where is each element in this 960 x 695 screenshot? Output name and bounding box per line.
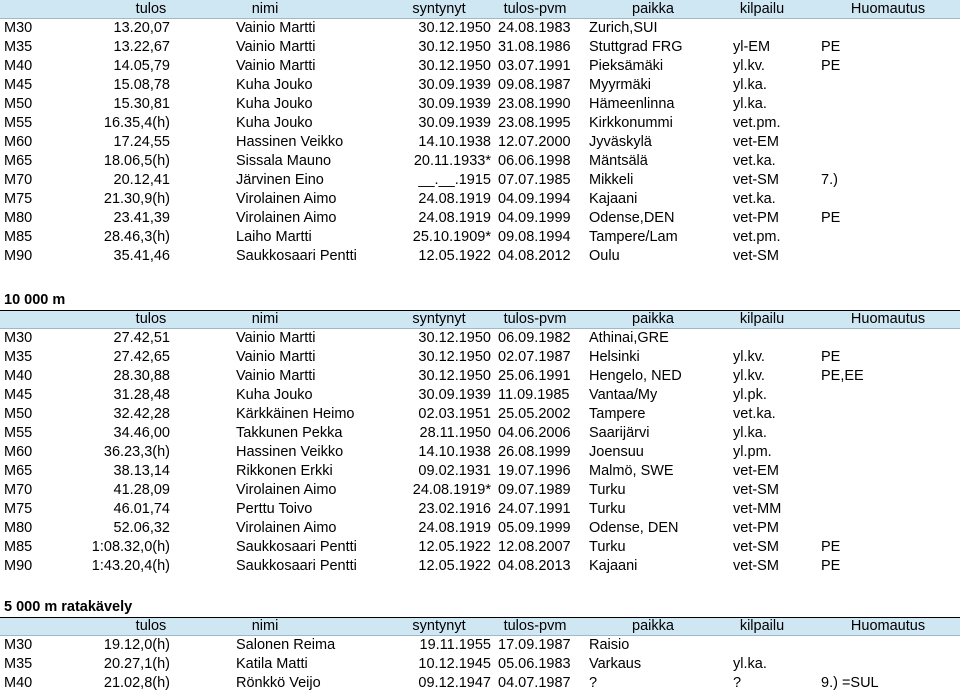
header-tulos: tulos (135, 311, 167, 327)
result-cell: 31.28,48 (113, 387, 170, 403)
class-cell: M45 (4, 77, 33, 93)
name-cell: Rönkkö Veijo (236, 675, 321, 691)
result-cell: 17.24,55 (113, 134, 170, 150)
name-cell: Saukkosaari Pentti (236, 539, 357, 555)
note-cell: PE (821, 210, 841, 226)
table-row (0, 367, 960, 386)
competition-cell: vet.pm. (733, 115, 781, 131)
result-date-cell: 24.07.1991 (498, 501, 571, 517)
class-cell: M35 (4, 656, 33, 672)
place-cell: Zurich,SUI (589, 20, 658, 36)
result-date-cell: 11.09.1985 (498, 387, 570, 403)
place-cell: Athinai,GRE (589, 330, 669, 346)
result-cell: 34.46,00 (113, 425, 170, 441)
name-cell: Virolainen Aimo (236, 482, 337, 498)
place-cell: Pieksämäki (589, 58, 664, 74)
name-cell: Hassinen Veikko (236, 444, 344, 460)
birthdate-cell: 02.03.1951 (418, 406, 491, 422)
place-cell: Saarijärvi (589, 425, 650, 441)
competition-cell: yl.ka. (733, 77, 767, 93)
place-cell: Turku (589, 482, 626, 498)
result-cell: 1:08.32,0(h) (91, 539, 170, 555)
name-cell: Saukkosaari Pentti (236, 558, 357, 574)
place-cell: Hämeenlinna (589, 96, 675, 112)
class-cell: M55 (4, 425, 33, 441)
place-cell: Tampere (589, 406, 646, 422)
competition-cell: vet.pm. (733, 229, 781, 245)
competition-cell: vet-SM (733, 248, 779, 264)
place-cell: Hengelo, NED (589, 368, 682, 384)
name-cell: Vainio Martti (236, 349, 316, 365)
competition-cell: yl.kv. (733, 368, 765, 384)
header-huomautus: Huomautus (850, 618, 926, 634)
result-cell: 28.30,88 (113, 368, 170, 384)
result-date-cell: 06.06.1998 (498, 153, 571, 169)
birthdate-cell: 30.12.1950 (418, 58, 491, 74)
result-date-cell: 07.07.1985 (498, 172, 571, 188)
place-cell: Raisio (589, 637, 630, 653)
birthdate-cell: __.__.1915 (418, 172, 491, 188)
name-cell: Järvinen Eino (236, 172, 324, 188)
competition-cell: yl.pk. (733, 387, 767, 403)
result-cell: 21.02,8(h) (103, 675, 170, 691)
result-date-cell: 05.06.1983 (498, 656, 571, 672)
class-cell: M65 (4, 153, 33, 169)
class-cell: M75 (4, 501, 33, 517)
name-cell: Virolainen Aimo (236, 191, 337, 207)
place-cell: Turku (589, 539, 626, 555)
name-cell: Vainio Martti (236, 58, 316, 74)
name-cell: Sissala Mauno (236, 153, 332, 169)
result-cell: 27.42,51 (113, 330, 170, 346)
class-cell: M75 (4, 191, 33, 207)
place-cell: Mäntsälä (589, 153, 648, 169)
name-cell: Virolainen Aimo (236, 210, 337, 226)
header-tulos-pvm: tulos-pvm (503, 618, 567, 634)
result-date-cell: 31.08.1986 (498, 39, 571, 55)
class-cell: M80 (4, 520, 33, 536)
name-cell: Vainio Martti (236, 20, 316, 36)
note-cell: PE (821, 558, 841, 574)
birthdate-cell: 09.12.1947 (418, 675, 491, 691)
header-nimi: nimi (251, 618, 279, 634)
name-cell: Salonen Reima (236, 637, 336, 653)
header-kilpailu: kilpailu (739, 1, 785, 17)
birthdate-cell: 30.09.1939 (418, 387, 491, 403)
place-cell: Vantaa/My (589, 387, 658, 403)
competition-cell: yl.kv. (733, 349, 765, 365)
table-row (0, 655, 960, 674)
section-title: 5 000 m ratakävely (4, 599, 133, 615)
place-cell: Kajaani (589, 558, 638, 574)
table-row (0, 557, 960, 576)
competition-cell: yl.ka. (733, 96, 767, 112)
table-row (0, 152, 960, 171)
class-cell: M55 (4, 115, 33, 131)
result-cell: 20.12,41 (113, 172, 170, 188)
class-cell: M40 (4, 368, 33, 384)
competition-cell: vet.ka. (733, 153, 776, 169)
competition-cell: vet.ka. (733, 191, 776, 207)
table-row (0, 500, 960, 519)
result-date-cell: 04.07.1987 (498, 675, 571, 691)
competition-cell: yl-EM (733, 39, 771, 55)
result-date-cell: 25.06.1991 (498, 368, 571, 384)
result-date-cell: 09.08.1994 (498, 229, 571, 245)
class-cell: M90 (4, 248, 33, 264)
header-tulos: tulos (135, 618, 167, 634)
result-date-cell: 19.07.1996 (498, 463, 571, 479)
result-cell: 16.35,4(h) (103, 115, 170, 131)
birthdate-cell: 12.05.1922 (418, 558, 491, 574)
place-cell: Stuttgrad FRG (589, 39, 683, 55)
name-cell: Katila Matti (236, 656, 308, 672)
competition-cell: vet-SM (733, 539, 779, 555)
place-cell: Malmö, SWE (589, 463, 674, 479)
table-row (0, 190, 960, 209)
birthdate-cell: 23.02.1916 (418, 501, 491, 517)
result-date-cell: 04.08.2012 (498, 248, 571, 264)
note-cell: 7.) (821, 172, 838, 188)
birthdate-cell: 30.09.1939 (418, 77, 491, 93)
table-row (0, 19, 960, 38)
header-tulos-pvm: tulos-pvm (503, 1, 567, 17)
competition-cell: vet-EM (733, 134, 779, 150)
result-date-cell: 09.07.1989 (498, 482, 571, 498)
table-row (0, 538, 960, 557)
table-row (0, 424, 960, 443)
competition-cell: vet-SM (733, 482, 779, 498)
birthdate-cell: 30.12.1950 (418, 330, 491, 346)
header-nimi: nimi (251, 1, 279, 17)
class-cell: M40 (4, 58, 33, 74)
note-cell: PE (821, 539, 841, 555)
birthdate-cell: 19.11.1955 (419, 637, 491, 653)
birthdate-cell: 25.10.1909* (412, 229, 491, 245)
name-cell: Saukkosaari Pentti (236, 248, 357, 264)
header-tulos-pvm: tulos-pvm (503, 311, 567, 327)
note-cell: 9.) =SUL (821, 675, 879, 691)
result-cell: 1:43.20,4(h) (91, 558, 170, 574)
table-row (0, 462, 960, 481)
header-kilpailu: kilpailu (739, 618, 785, 634)
note-cell: PE,EE (821, 368, 864, 384)
result-date-cell: 04.09.1994 (498, 191, 571, 207)
table-row (0, 38, 960, 57)
result-cell: 20.27,1(h) (103, 656, 170, 672)
competition-cell: vet-EM (733, 463, 779, 479)
result-cell: 52.06,32 (113, 520, 170, 536)
result-date-cell: 12.07.2000 (498, 134, 571, 150)
result-date-cell: 26.08.1999 (498, 444, 571, 460)
class-cell: M35 (4, 39, 33, 55)
header-huomautus: Huomautus (850, 1, 926, 17)
name-cell: Kuha Jouko (236, 77, 313, 93)
place-cell: Joensuu (589, 444, 644, 460)
name-cell: Kuha Jouko (236, 96, 313, 112)
class-cell: M45 (4, 387, 33, 403)
result-date-cell: 12.08.2007 (498, 539, 571, 555)
table-row (0, 76, 960, 95)
result-date-cell: 24.08.1983 (498, 20, 571, 36)
result-cell: 41.28,09 (113, 482, 170, 498)
birthdate-cell: 30.09.1939 (418, 115, 491, 131)
birthdate-cell: 30.12.1950 (418, 368, 491, 384)
result-date-cell: 23.08.1990 (498, 96, 571, 112)
table-row (0, 386, 960, 405)
result-cell: 13.20,07 (113, 20, 170, 36)
result-date-cell: 03.07.1991 (498, 58, 571, 74)
table-header (0, 0, 960, 19)
class-cell: M80 (4, 210, 33, 226)
class-cell: M85 (4, 229, 33, 245)
result-date-cell: 04.06.2006 (498, 425, 571, 441)
competition-cell: yl.kv. (733, 58, 765, 74)
result-cell: 36.23,3(h) (103, 444, 170, 460)
birthdate-cell: 24.08.1919 (418, 210, 491, 226)
place-cell: Oulu (589, 248, 620, 264)
place-cell: Kajaani (589, 191, 638, 207)
result-cell: 23.41,39 (113, 210, 170, 226)
result-cell: 14.05,79 (113, 58, 170, 74)
birthdate-cell: 30.12.1950 (418, 20, 491, 36)
competition-cell: vet-MM (733, 501, 782, 517)
competition-cell: yl.pm. (733, 444, 772, 460)
name-cell: Vainio Martti (236, 39, 316, 55)
place-cell: Odense,DEN (589, 210, 675, 226)
class-cell: M60 (4, 444, 33, 460)
table-row (0, 57, 960, 76)
table-row (0, 209, 960, 228)
result-date-cell: 17.09.1987 (498, 637, 571, 653)
result-cell: 38.13,14 (113, 463, 170, 479)
class-cell: M65 (4, 463, 33, 479)
result-cell: 46.01,74 (113, 501, 170, 517)
birthdate-cell: 10.12.1945 (418, 656, 491, 672)
table-header (0, 310, 960, 329)
competition-cell: yl.ka. (733, 656, 767, 672)
birthdate-cell: 12.05.1922 (418, 539, 491, 555)
class-cell: M30 (4, 330, 33, 346)
place-cell: Jyväskylä (589, 134, 652, 150)
birthdate-cell: 12.05.1922 (418, 248, 491, 264)
table-row (0, 636, 960, 655)
name-cell: Vainio Martti (236, 330, 316, 346)
header-tulos: tulos (135, 1, 167, 17)
birthdate-cell: 24.08.1919 (418, 520, 491, 536)
name-cell: Takkunen Pekka (236, 425, 343, 441)
birthdate-cell: 09.02.1931 (418, 463, 491, 479)
class-cell: M90 (4, 558, 33, 574)
result-date-cell: 23.08.1995 (498, 115, 571, 131)
birthdate-cell: 30.12.1950 (418, 349, 491, 365)
header-nimi: nimi (251, 311, 279, 327)
name-cell: Rikkonen Erkki (236, 463, 333, 479)
place-cell: ? (589, 675, 598, 691)
class-cell: M40 (4, 675, 33, 691)
class-cell: M50 (4, 96, 33, 112)
header-syntynyt: syntynyt (412, 618, 466, 634)
name-cell: Laiho Martti (236, 229, 312, 245)
result-cell: 15.08,78 (113, 77, 170, 93)
result-date-cell: 04.09.1999 (498, 210, 571, 226)
result-cell: 28.46,3(h) (103, 229, 170, 245)
table-row (0, 481, 960, 500)
table-row (0, 133, 960, 152)
competition-cell: vet.ka. (733, 406, 776, 422)
name-cell: Kärkkäinen Heimo (236, 406, 355, 422)
result-date-cell: 05.09.1999 (498, 520, 571, 536)
result-cell: 32.42,28 (113, 406, 170, 422)
class-cell: M30 (4, 20, 33, 36)
table-row (0, 171, 960, 190)
class-cell: M35 (4, 349, 33, 365)
name-cell: Virolainen Aimo (236, 520, 337, 536)
birthdate-cell: 30.12.1950 (418, 39, 491, 55)
place-cell: Mikkeli (589, 172, 634, 188)
birthdate-cell: 20.11.1933* (413, 153, 491, 169)
header-huomautus: Huomautus (850, 311, 926, 327)
result-date-cell: 06.09.1982 (498, 330, 571, 346)
header-kilpailu: kilpailu (739, 311, 785, 327)
place-cell: Turku (589, 501, 626, 517)
result-cell: 27.42,65 (113, 349, 170, 365)
result-cell: 35.41,46 (113, 248, 170, 264)
class-cell: M70 (4, 172, 33, 188)
result-date-cell: 09.08.1987 (498, 77, 571, 93)
note-cell: PE (821, 58, 841, 74)
class-cell: M30 (4, 637, 33, 653)
result-cell: 13.22,67 (113, 39, 170, 55)
header-syntynyt: syntynyt (412, 1, 466, 17)
table-row (0, 247, 960, 266)
place-cell: Myyrmäki (589, 77, 652, 93)
place-cell: Helsinki (589, 349, 640, 365)
competition-cell: vet-SM (733, 172, 779, 188)
birthdate-cell: 14.10.1938 (418, 134, 491, 150)
result-date-cell: 25.05.2002 (498, 406, 571, 422)
birthdate-cell: 28.11.1950 (419, 425, 491, 441)
place-cell: Kirkkonummi (589, 115, 673, 131)
place-cell: Varkaus (589, 656, 642, 672)
table-row (0, 114, 960, 133)
table-row (0, 348, 960, 367)
competition-cell: ? (733, 675, 742, 691)
result-cell: 19.12,0(h) (103, 637, 170, 653)
class-cell: M50 (4, 406, 33, 422)
name-cell: Perttu Toivo (236, 501, 313, 517)
table-row (0, 674, 960, 693)
competition-cell: vet-PM (733, 520, 779, 536)
result-cell: 18.06,5(h) (103, 153, 170, 169)
table-row (0, 95, 960, 114)
result-date-cell: 04.08.2013 (498, 558, 571, 574)
birthdate-cell: 24.08.1919 (418, 191, 491, 207)
header-paikka: paikka (632, 311, 674, 327)
result-date-cell: 02.07.1987 (498, 349, 571, 365)
birthdate-cell: 30.09.1939 (418, 96, 491, 112)
class-cell: M70 (4, 482, 33, 498)
class-cell: M60 (4, 134, 33, 150)
name-cell: Hassinen Veikko (236, 134, 344, 150)
table-row (0, 519, 960, 538)
header-paikka: paikka (632, 618, 674, 634)
class-cell: M85 (4, 539, 33, 555)
table-row (0, 228, 960, 247)
note-cell: PE (821, 39, 841, 55)
place-cell: Odense, DEN (589, 520, 679, 536)
name-cell: Kuha Jouko (236, 115, 313, 131)
header-paikka: paikka (632, 1, 674, 17)
name-cell: Kuha Jouko (236, 387, 313, 403)
header-syntynyt: syntynyt (412, 311, 466, 327)
table-row (0, 405, 960, 424)
name-cell: Vainio Martti (236, 368, 316, 384)
result-cell: 15.30,81 (113, 96, 170, 112)
birthdate-cell: 24.08.1919* (412, 482, 491, 498)
birthdate-cell: 14.10.1938 (418, 444, 491, 460)
section-title: 10 000 m (4, 292, 66, 308)
table-row (0, 329, 960, 348)
competition-cell: vet-PM (733, 210, 779, 226)
place-cell: Tampere/Lam (589, 229, 678, 245)
table-row (0, 443, 960, 462)
table-header (0, 617, 960, 636)
result-cell: 21.30,9(h) (103, 191, 170, 207)
competition-cell: vet-SM (733, 558, 779, 574)
competition-cell: yl.ka. (733, 425, 767, 441)
note-cell: PE (821, 349, 841, 365)
